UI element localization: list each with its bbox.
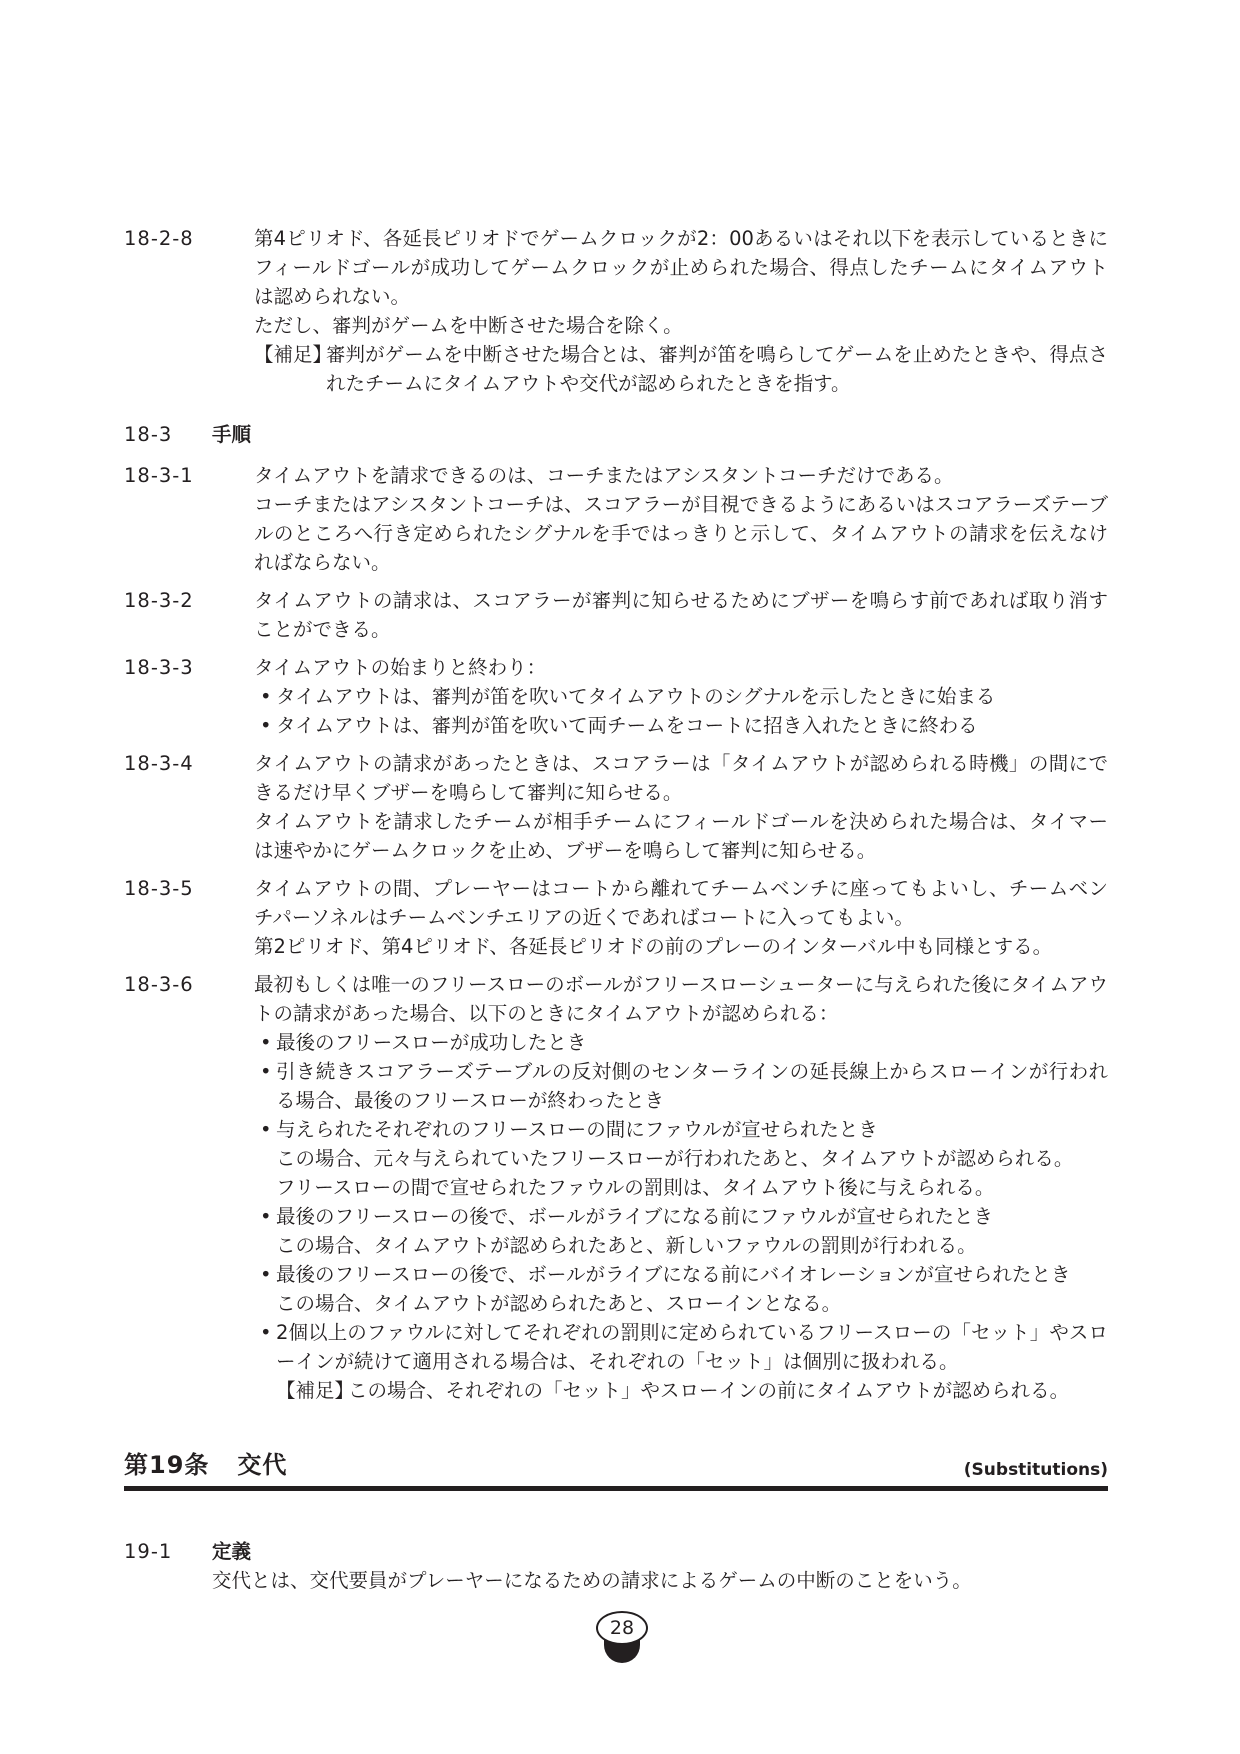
bullet-text: 最後のフリースローの後で、ボールがライブになる前にファウルが宣せられたとき [276, 1205, 993, 1228]
clause-text: タイムアウトの請求があったときは、スコアラーは「タイムアウトが認められる時機」の間にできるだけ早くブザーを鳴らして審判に知らせる。 [254, 752, 1108, 804]
bullet-item [254, 1115, 1108, 1144]
bullet-item [254, 1028, 1108, 1057]
clause-body [254, 970, 1108, 1405]
clause-text: コーチまたはアシスタントコーチは、スコアラーが目視できるようにあるいはスコアラーズテーブルのところへ行き定められたシグナルを手ではっきりと示して、タイムアウトの請求を伝えなければならない。 [254, 493, 1109, 574]
clause-body [254, 874, 1108, 961]
page-content [124, 224, 1108, 1595]
bullet-icon: • [260, 1031, 272, 1054]
clause-18-3-1 [124, 461, 1108, 577]
bullet-continuation: この場合、元々与えられていたフリースローが行われたあと、タイムアウトが認められる。 [276, 1147, 1074, 1170]
bullet-text: 2個以上のファウルに対してそれぞれの罰則に定められているフリースローの「セット」やスローインが続けて適用される場合は、それぞれの「セット」は個別に扱われる。 [276, 1321, 1108, 1373]
section-number: 19-1 [124, 1540, 173, 1563]
bullet-text: タイムアウトは、審判が笛を吹いて両チームをコートに招き入れたときに終わる [276, 714, 978, 737]
page-number-badge [596, 1611, 648, 1667]
clause-number: 18-3-3 [124, 656, 194, 679]
bullet-text: 最後のフリースローの後で、ボールがライブになる前にバイオレーションが宣せられたとき [276, 1263, 1071, 1286]
clause-18-3-4 [124, 749, 1108, 865]
definition-text: 交代とは、交代要員がプレーヤーになるための請求によるゲームの中断のことをいう。 [212, 1569, 972, 1592]
bullet-item [254, 711, 1108, 740]
bullet-item [254, 1318, 1108, 1376]
clause-number: 18-3-4 [124, 752, 194, 775]
bullet-text: 引き続きスコアラーズテーブルの反対側のセンターラインの延長線上からスローインが行われる場合、最後のフリースローが終わったとき [276, 1060, 1108, 1112]
clause-18-2-8 [124, 224, 1108, 398]
clause-number: 18-3-1 [124, 464, 194, 487]
clause-text: タイムアウトの請求は、スコアラーが審判に知らせるためにブザーを鳴らす前であれば取り消すことができる。 [254, 589, 1108, 641]
bullet-icon: • [260, 1321, 272, 1344]
bullet-continuation: この場合、タイムアウトが認められたあと、新しいファウルの罰則が行われる。 [276, 1234, 977, 1257]
supplement-text: 審判がゲームを中断させた場合とは、審判が笛を鳴らしてゲームを止めたときや、得点されたチームにタイムアウトや交代が認められたときを指す。 [326, 343, 1108, 395]
clause-18-3-3 [124, 653, 1108, 740]
article-number: 第19条 [124, 1451, 210, 1479]
clause-text: ただし、審判がゲームを中断させた場合を除く。 [254, 314, 683, 337]
clause-18-3-6 [124, 970, 1108, 1405]
clause-text: 第4ピリオド、各延長ピリオドでゲームクロックが2：00あるいはそれ以下を表示しているときにフィールドゴールが成功してゲームクロックが止められた場合、得点したチームにタイムアウトは認められない。 [254, 227, 1108, 308]
bullet-item [254, 682, 1108, 711]
clause-text: タイムアウトの間、プレーヤーはコートから離れてチームベンチに座ってもよいし、チームベンチパーソネルはチームベンチエリアの近くであればコートに入ってもよい。 [254, 877, 1108, 929]
article-name: 交代 [237, 1451, 288, 1479]
article-heading-19 [124, 1445, 1108, 1491]
clause-number: 18-2-8 [124, 227, 194, 250]
bullet-text: 与えられたそれぞれのフリースローの間にファウルが宣せられたとき [276, 1118, 878, 1141]
clause-18-3-2 [124, 586, 1108, 644]
section-number: 18-3 [124, 423, 173, 446]
section-title: 手順 [212, 423, 252, 446]
clause-body [254, 461, 1108, 577]
clause-text: タイムアウトの始まりと終わり： [254, 656, 547, 679]
clause-body [254, 749, 1108, 865]
section-heading-19-1 [124, 1537, 1108, 1566]
article-english-title: (Substitutions) [963, 1460, 1108, 1480]
bullet-text: 最後のフリースローが成功したとき [276, 1031, 587, 1054]
clause-body [254, 586, 1108, 644]
bullet-continuation: この場合、タイムアウトが認められたあと、スローインとなる。 [276, 1292, 842, 1315]
clause-text: タイムアウトを請求できるのは、コーチまたはアシスタントコーチだけである。 [254, 464, 954, 487]
supplement-tag: 【補足】 [276, 1379, 355, 1402]
bullet-icon: • [260, 1118, 272, 1141]
article-title [124, 1445, 287, 1480]
bullet-text: タイムアウトは、審判が笛を吹いてタイムアウトのシグナルを示したときに始まる [276, 685, 996, 708]
supplement-text: この場合、それぞれの「セット」やスローインの前にタイムアウトが認められる。 [348, 1379, 1070, 1402]
clause-text: タイムアウトを請求したチームが相手チームにフィールドゴールを決められた場合は、タイマーは速やかにゲームクロックを止め、ブザーを鳴らして審判に知らせる。 [254, 810, 1108, 862]
bullet-icon: • [260, 1205, 272, 1228]
bullet-item [254, 1260, 1108, 1289]
clause-number: 18-3-2 [124, 589, 194, 612]
supplement-note [254, 1376, 1108, 1405]
bullet-icon: • [260, 1060, 272, 1083]
page-number: 28 [596, 1611, 648, 1645]
clause-number: 18-3-6 [124, 973, 194, 996]
clause-body [254, 653, 1108, 740]
clause-text: 最初もしくは唯一のフリースローのボールがフリースローシューターに与えられた後にタイムアウトの請求があった場合、以下のときにタイムアウトが認められる： [254, 973, 1108, 1025]
supplement-tag: 【補足】 [254, 343, 333, 366]
bullet-icon: • [260, 714, 272, 737]
bullet-continuation: フリースローの間で宣せられたファウルの罰則は、タイムアウト後に与えられる。 [276, 1176, 995, 1199]
bullet-item [254, 1202, 1108, 1231]
clause-number: 18-3-5 [124, 877, 194, 900]
clause-18-3-5 [124, 874, 1108, 961]
section-heading-18-3 [124, 420, 1108, 449]
clause-text: 第2ピリオド、第4ピリオド、各延長ピリオドの前のプレーのインターバル中も同様とする。 [254, 935, 1053, 958]
supplement-note [254, 340, 1108, 398]
section-title: 定義 [212, 1540, 252, 1563]
bullet-icon: • [260, 1263, 272, 1286]
clause-body [254, 224, 1108, 398]
bullet-icon: • [260, 685, 272, 708]
bullet-item [254, 1057, 1108, 1115]
